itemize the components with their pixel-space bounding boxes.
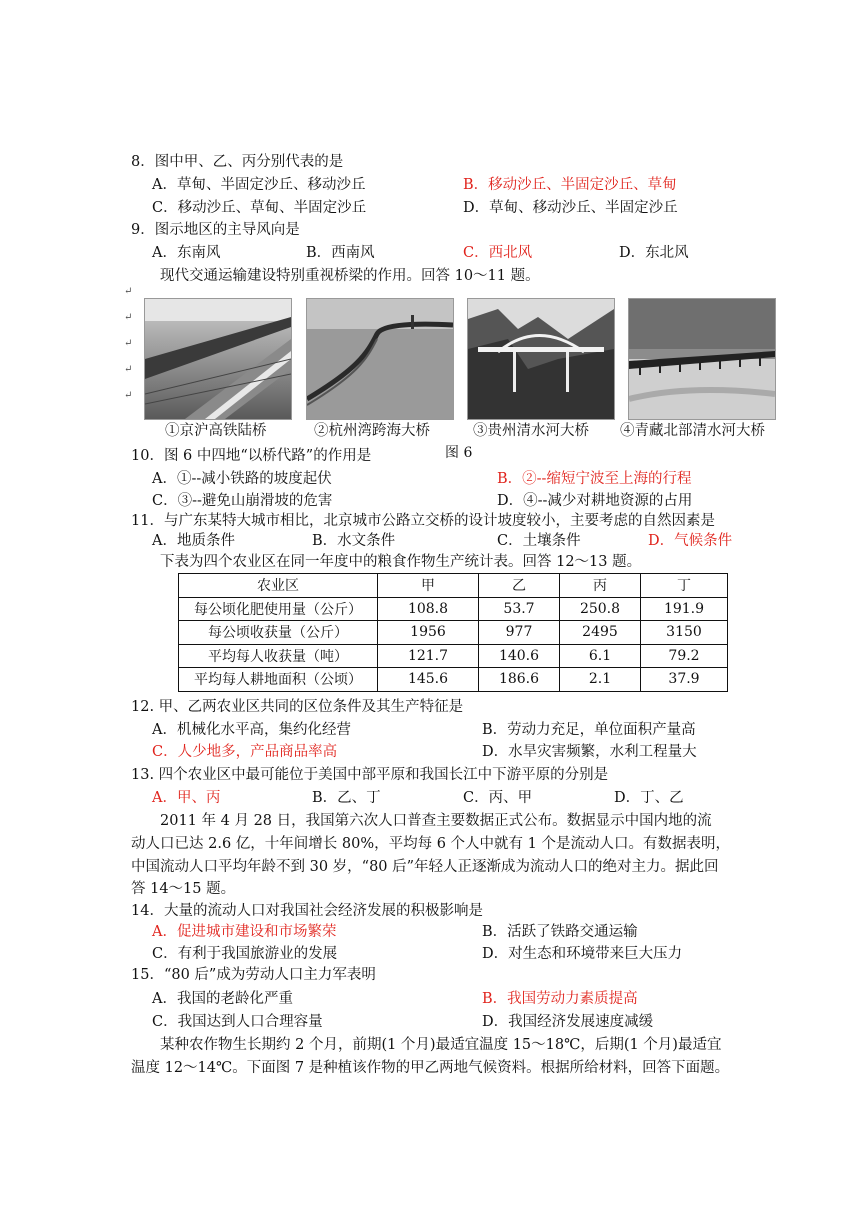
q15-option-c: C．我国达到人口合理容量 (152, 1014, 323, 1030)
question-13-stem: 13. 四个农业区中最可能位于美国中部平原和我国长江中下游平原的分别是 (131, 767, 609, 783)
table-cell: 2.1 (560, 668, 641, 692)
table-row (179, 668, 728, 692)
paragraph-marks (124, 287, 132, 417)
table-cell: 每公顷收获量（公斤） (179, 621, 378, 645)
census-paragraph-line-1: 2011 年 4 月 28 日，我国第六次人口普查主要数据正式公布。数据显示中国内地的流 (160, 813, 712, 829)
table-cell: 186.6 (479, 668, 560, 692)
q10-option-a: A．①--减小铁路的坡度起伏 (152, 471, 332, 487)
table-cell: 250.8 (560, 597, 641, 621)
q10-option-c: C．③--避免山崩滑坡的危害 (152, 493, 333, 509)
table-intro: 下表为四个农业区在同一年度中的粮食作物生产统计表。回答 12～13 题。 (160, 554, 642, 570)
photo-hangzhou-bay-bridge (306, 298, 454, 420)
question-14-stem: 14．大量的流动人口对我国社会经济发展的积极影响是 (131, 903, 483, 919)
q13-option-d: D．丁、乙 (614, 790, 684, 806)
q10-option-d: D．④--减少对耕地资源的占用 (497, 493, 693, 509)
q15-option-b-answer: B．我国劳动力素质提高 (482, 991, 638, 1007)
caption-3: ③贵州清水河大桥 (473, 423, 589, 439)
q12-option-b: B．劳动力充足，单位面积产量高 (482, 722, 696, 738)
table-row (179, 644, 728, 668)
q15-option-d: D．我国经济发展速度减缓 (482, 1014, 654, 1030)
grain-production-table (178, 573, 728, 692)
caption-2: ②杭州湾跨海大桥 (314, 423, 430, 439)
bridges-intro: 现代交通运输建设特别重视桥梁的作用。回答 10～11 题。 (160, 268, 540, 284)
table-cell: 121.7 (378, 644, 479, 668)
census-paragraph-line-4: 答 14～15 题。 (131, 881, 236, 897)
table-row (179, 621, 728, 645)
q11-option-c: C．土壤条件 (497, 533, 581, 549)
question-10-stem: 10．图 6 中四地“以桥代路”的作用是 (131, 448, 372, 464)
table-cell: 191.9 (641, 597, 728, 621)
table-cell: 108.8 (378, 597, 479, 621)
question-9-stem: 9．图示地区的主导风向是 (131, 222, 300, 238)
table-row (179, 597, 728, 621)
q12-option-c-answer: C．人少地多，产品商品率高 (152, 744, 338, 760)
table-cell: 1956 (378, 621, 479, 645)
q14-option-d: D．对生态和环境带来巨大压力 (482, 946, 683, 962)
caption-1: ①京沪高铁陆桥 (165, 423, 267, 439)
census-paragraph-line-2: 动人口已达 2.6 亿，十年间增长 80%，平均每 6 个人中就有 1 个是流动人口。有数据表明， (131, 836, 730, 852)
q11-option-a: A．地质条件 (152, 533, 235, 549)
question-15-stem: 15．“80 后”成为劳动人口主力军表明 (131, 967, 376, 983)
q11-option-d-answer: D．气候条件 (648, 533, 733, 549)
paragraph-mark: ↵ (124, 390, 133, 401)
table-cell: 53.7 (479, 597, 560, 621)
paragraph-mark: ↵ (124, 364, 133, 375)
table-cell: 6.1 (560, 644, 641, 668)
photo-guizhou-qingshuihe-bridge (467, 298, 615, 420)
q8-option-b-answer: B．移动沙丘、半固定沙丘、草甸 (463, 177, 677, 193)
paragraph-mark: ↵ (124, 338, 133, 349)
paragraph-mark: ↵ (124, 312, 133, 323)
table-cell: 3150 (641, 621, 728, 645)
table-cell: 79.2 (641, 644, 728, 668)
q13-option-b: B．乙、丁 (312, 790, 381, 806)
q15-option-a: A．我国的老龄化严重 (152, 991, 293, 1007)
question-11-stem: 11．与广东某特大城市相比，北京城市公路立交桥的设计坡度较小，主要考虑的自然因素是 (131, 513, 715, 529)
header-cell: 农业区 (179, 574, 378, 598)
q10-option-b-answer: B．②--缩短宁波至上海的行程 (497, 471, 692, 487)
header-cell: 乙 (479, 574, 560, 598)
crop-paragraph-line-1: 某种农作物生长期约 2 个月，前期(1 个月)最适宜温度 15～18℃，后期(1 个月)最适宜 (160, 1037, 722, 1053)
question-12-stem: 12. 甲、乙两农业区共同的区位条件及其生产特征是 (131, 699, 464, 715)
table-cell: 平均每人耕地面积（公顷） (179, 668, 378, 692)
q8-option-c: C．移动沙丘、草甸、半固定沙丘 (152, 200, 367, 216)
q9-option-a: A．东南风 (152, 245, 221, 261)
figure-6-label: 图 6 (445, 445, 473, 461)
question-8-stem: 8．图中甲、乙、丙分别代表的是 (131, 154, 344, 170)
q11-option-b: B．水文条件 (312, 533, 396, 549)
q14-option-c: C．有利于我国旅游业的发展 (152, 946, 338, 962)
photo-qingzang-qingshuihe-bridge (628, 298, 776, 420)
header-cell: 丁 (641, 574, 728, 598)
photo-jinghu-railway-bridge (144, 298, 292, 420)
paragraph-mark: ↵ (124, 286, 133, 297)
q9-option-d: D．东北风 (619, 245, 689, 261)
crop-paragraph-line-2: 温度 12～14℃。下面图 7 是种植该作物的甲乙两地气候资料。根据所给材料，回答下面题。 (131, 1060, 730, 1076)
q8-option-a: A．草甸、半固定沙丘、移动沙丘 (152, 177, 366, 193)
table-header-row (179, 574, 728, 598)
table-cell: 2495 (560, 621, 641, 645)
header-cell: 丙 (560, 574, 641, 598)
q13-option-a-answer: A．甲、丙 (152, 790, 221, 806)
header-cell: 甲 (378, 574, 479, 598)
caption-4: ④青藏北部清水河大桥 (620, 423, 765, 439)
q9-option-b: B．西南风 (306, 245, 375, 261)
table-cell: 37.9 (641, 668, 728, 692)
table-cell: 140.6 (479, 644, 560, 668)
q12-option-a: A．机械化水平高，集约化经营 (152, 722, 351, 738)
table-cell: 每公顷化肥使用量（公斤） (179, 597, 378, 621)
table-cell: 平均每人收获量（吨） (179, 644, 378, 668)
q9-option-c-answer: C．西北风 (463, 245, 533, 261)
table-cell: 977 (479, 621, 560, 645)
census-paragraph-line-3: 中国流动人口平均年龄不到 30 岁，“80 后”年轻人正逐渐成为流动人口的绝对主力。据此回 (131, 859, 719, 875)
q13-option-c: C．丙、甲 (463, 790, 533, 806)
table-cell: 145.6 (378, 668, 479, 692)
q14-option-b: B．活跃了铁路交通运输 (482, 924, 638, 940)
q14-option-a-answer: A．促进城市建设和市场繁荣 (152, 924, 337, 940)
q12-option-d: D．水旱灾害频繁，水利工程量大 (482, 744, 697, 760)
q8-option-d: D．草甸、移动沙丘、半固定沙丘 (463, 200, 678, 216)
